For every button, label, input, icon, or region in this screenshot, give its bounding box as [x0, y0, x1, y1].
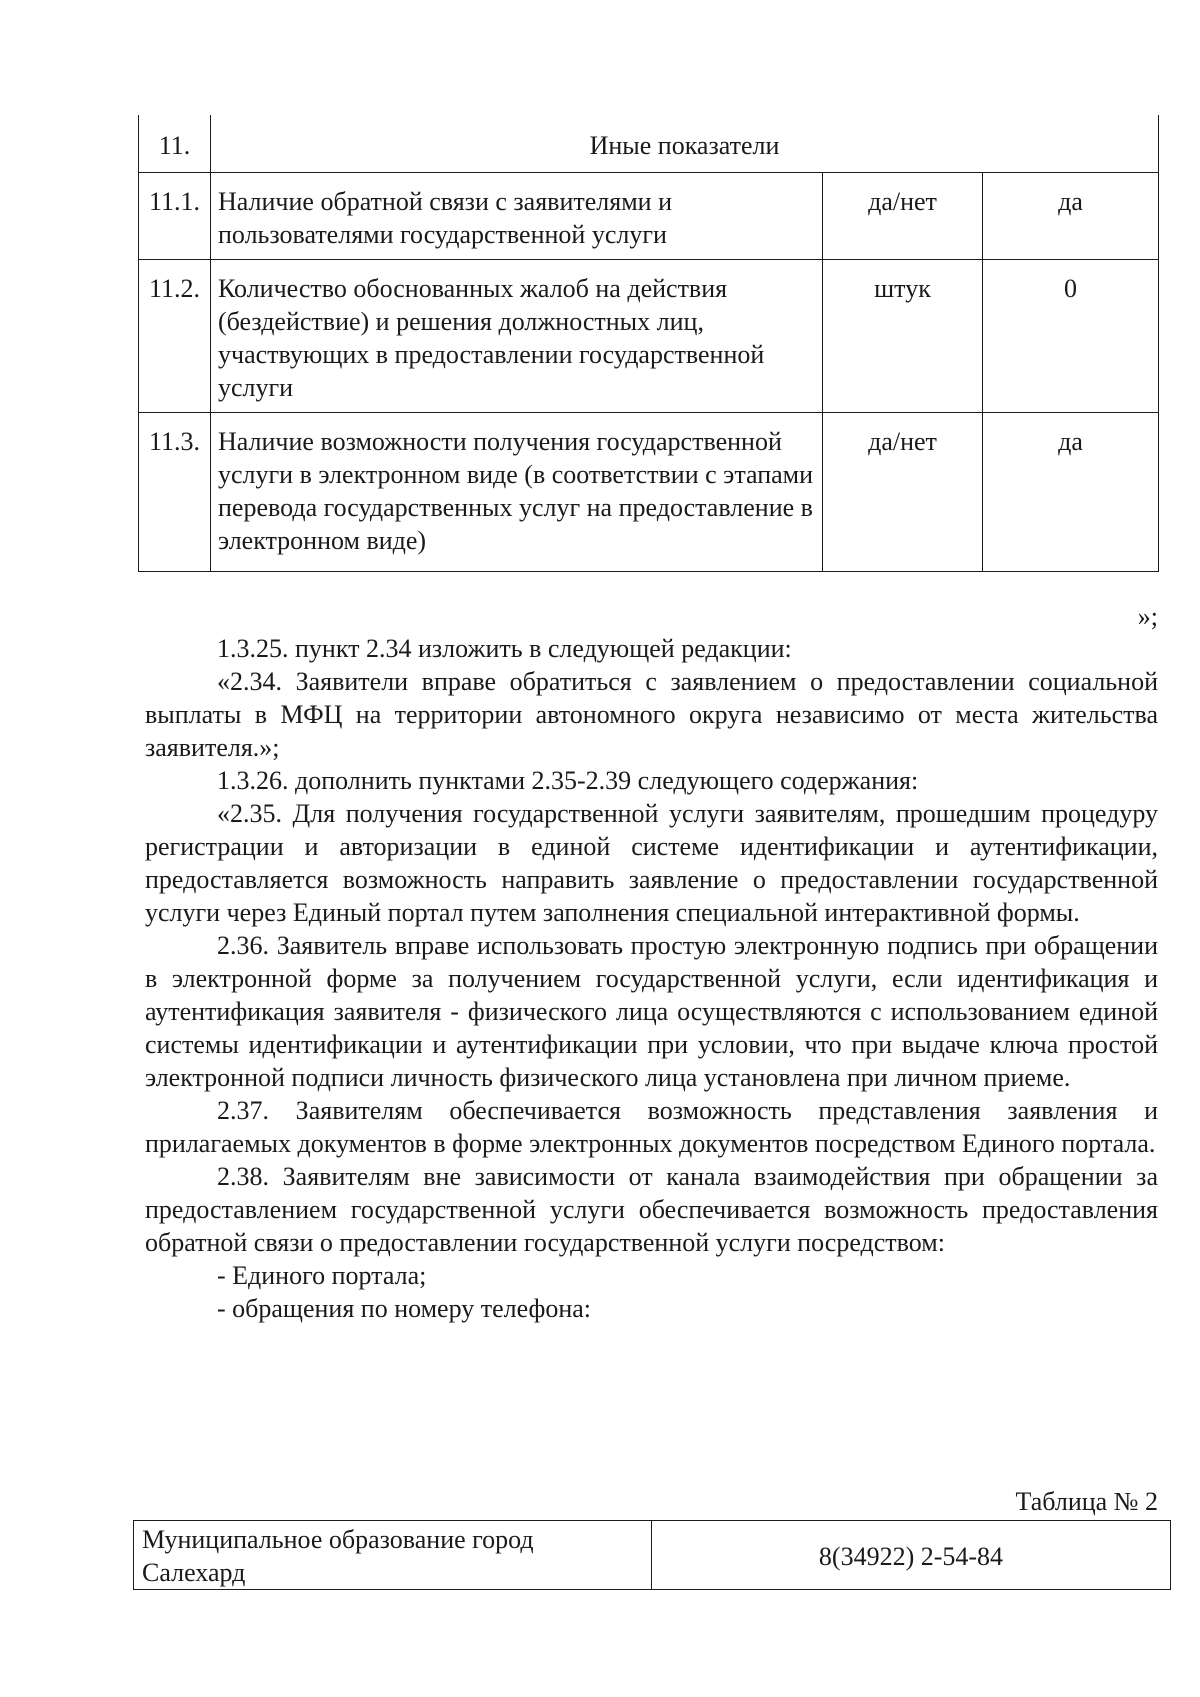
indicator-value: да [983, 413, 1159, 572]
unit-of-measure: да/нет [823, 173, 983, 260]
table-caption: Таблица № 2 [1015, 1487, 1158, 1516]
indicator-name: Количество обоснованных жалоб на действия (бездействие) и решения должностных лиц, участвующих в предоставлении государственной услуги [211, 260, 823, 413]
list-item: - Единого портала; [217, 1261, 427, 1290]
paragraph: 2.38. Заявителям вне зависимости от канала взаимодействия при обращении за предоставлением государственной услуги обеспечивается возможность предоставления обратной связи о предоставлении государственной услуги посредством: [145, 1162, 1158, 1257]
unit-of-measure: штук [823, 260, 983, 413]
row-number: 11.1. [139, 173, 211, 260]
list-item: - обращения по номеру телефона: [217, 1294, 592, 1323]
section-number: 11. [139, 115, 211, 173]
section-title: Иные показатели [211, 115, 1159, 173]
paragraph: «2.34. Заявители вправе обратиться с заявлением о предоставлении социальной выплаты в МФЦ на территории автономного округа независимо от места жительства заявителя.»; [145, 667, 1158, 762]
unit-of-measure: да/нет [823, 413, 983, 572]
paragraph: 1.3.25. пункт 2.34 изложить в следующей редакции: [217, 634, 792, 663]
indicator-name: Наличие обратной связи с заявителями и пользователями государственной услуги [211, 173, 823, 260]
document-body [145, 632, 1158, 1325]
table-row [139, 413, 1159, 572]
closing-quote-mark: »; [1137, 602, 1158, 631]
indicator-value: да [983, 173, 1159, 260]
phone-number: 8(34922) 2-54-84 [652, 1521, 1171, 1590]
table-row [134, 1521, 1171, 1590]
paragraph: 2.36. Заявитель вправе использовать простую электронную подпись при обращении в электронной форме за получением государственной услуги, если идентификация и аутентификация заявителя - физического лица осуществляются с использованием единой системы идентификации и аутентификации при условии, что при выдаче ключа простой электронной подписи личность физического лица установлена при личном приеме. [145, 931, 1158, 1092]
indicators-table [138, 115, 1159, 572]
table-row [139, 173, 1159, 260]
table-section-row [139, 115, 1159, 173]
indicator-value: 0 [983, 260, 1159, 413]
row-number: 11.2. [139, 260, 211, 413]
indicator-name: Наличие возможности получения государственной услуги в электронном виде (в соответствии с этапами перевода государственных услуг на предоставление в электронном виде) [211, 413, 823, 572]
paragraph: 1.3.26. дополнить пунктами 2.35-2.39 следующего содержания: [217, 766, 919, 795]
table-row [139, 260, 1159, 413]
contact-table [133, 1520, 1171, 1590]
paragraph: «2.35. Для получения государственной услуги заявителям, прошедшим процедуру регистрации и авторизации в единой системе идентификации и аутентификации, предоставляется возможность направить заявление о предоставлении государственной услуги через Единый портал путем заполнения специальной интерактивной формы. [145, 799, 1158, 927]
row-number: 11.3. [139, 413, 211, 572]
municipality-name: Муниципальное образование город Салехард [134, 1521, 652, 1590]
paragraph: 2.37. Заявителям обеспечивается возможность представления заявления и прилагаемых документов в форме электронных документов посредством Единого портала. [145, 1096, 1158, 1158]
